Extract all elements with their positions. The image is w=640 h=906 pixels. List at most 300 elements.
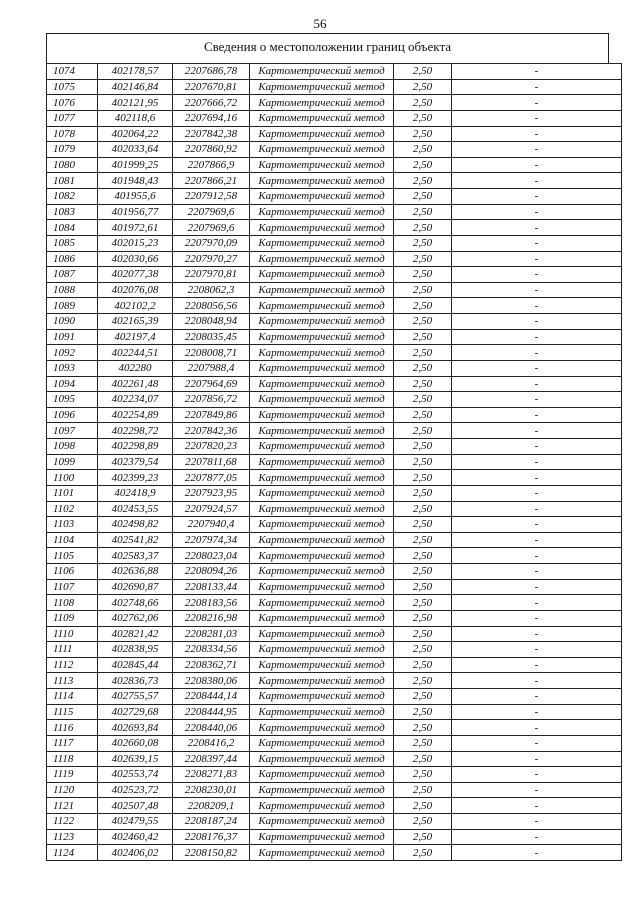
point-number-cell: 1118 [47,751,98,767]
accuracy-cell: 2,50 [394,735,452,751]
point-number-cell: 1119 [47,767,98,783]
point-number-cell: 1107 [47,579,98,595]
x-coordinate-cell: 402015,23 [98,235,173,251]
table-row [47,548,622,564]
method-cell: Картометрический метод [250,345,394,361]
y-coordinate-cell: 2207811,68 [173,454,250,470]
x-coordinate-cell: 402507,48 [98,798,173,814]
description-cell: - [452,564,622,580]
x-coordinate-cell: 402553,74 [98,767,173,783]
description-cell: - [452,845,622,861]
x-coordinate-cell: 402755,57 [98,689,173,705]
point-number-cell: 1114 [47,689,98,705]
method-cell: Картометрический метод [250,220,394,236]
point-number-cell: 1117 [47,735,98,751]
description-cell: - [452,126,622,142]
table-row [47,501,622,517]
x-coordinate-cell: 402261,48 [98,376,173,392]
method-cell: Картометрический метод [250,173,394,189]
description-cell: - [452,439,622,455]
y-coordinate-cell: 2207842,36 [173,423,250,439]
table-row [47,314,622,330]
y-coordinate-cell: 2208444,14 [173,689,250,705]
accuracy-cell: 2,50 [394,814,452,830]
y-coordinate-cell: 2207866,9 [173,157,250,173]
method-cell: Картометрический метод [250,423,394,439]
x-coordinate-cell: 402030,66 [98,251,173,267]
table-row [47,64,622,80]
table-row [47,251,622,267]
point-number-cell: 1112 [47,657,98,673]
accuracy-cell: 2,50 [394,126,452,142]
y-coordinate-cell: 2207877,05 [173,470,250,486]
description-cell: - [452,220,622,236]
coordinates-table [46,63,622,861]
table-row [47,142,622,158]
method-cell: Картометрический метод [250,642,394,658]
accuracy-cell: 2,50 [394,423,452,439]
point-number-cell: 1078 [47,126,98,142]
page-number: 56 [313,16,327,31]
point-number-cell: 1079 [47,142,98,158]
x-coordinate-cell: 402399,23 [98,470,173,486]
description-cell: - [452,720,622,736]
description-cell: - [452,407,622,423]
table-row [47,814,622,830]
method-cell: Картометрический метод [250,157,394,173]
description-cell: - [452,501,622,517]
point-number-cell: 1121 [47,798,98,814]
method-cell: Картометрический метод [250,782,394,798]
point-number-cell: 1115 [47,704,98,720]
y-coordinate-cell: 2207970,09 [173,235,250,251]
point-number-cell: 1104 [47,532,98,548]
point-number-cell: 1123 [47,829,98,845]
accuracy-cell: 2,50 [394,548,452,564]
description-cell: - [452,532,622,548]
table-row [47,579,622,595]
point-number-cell: 1088 [47,282,98,298]
description-cell: - [452,642,622,658]
y-coordinate-cell: 2207988,4 [173,360,250,376]
method-cell: Картометрический метод [250,298,394,314]
description-cell: - [452,204,622,220]
accuracy-cell: 2,50 [394,501,452,517]
point-number-cell: 1093 [47,360,98,376]
method-cell: Картометрический метод [250,142,394,158]
x-coordinate-cell: 402693,84 [98,720,173,736]
point-number-cell: 1089 [47,298,98,314]
x-coordinate-cell: 402033,64 [98,142,173,158]
table-row [47,220,622,236]
accuracy-cell: 2,50 [394,517,452,533]
method-cell: Картометрический метод [250,95,394,111]
accuracy-cell: 2,50 [394,673,452,689]
x-coordinate-cell: 402244,51 [98,345,173,361]
point-number-cell: 1102 [47,501,98,517]
y-coordinate-cell: 2208397,44 [173,751,250,767]
x-coordinate-cell: 402523,72 [98,782,173,798]
description-cell: - [452,267,622,283]
point-number-cell: 1082 [47,189,98,205]
y-coordinate-cell: 2208380,06 [173,673,250,689]
table-row [47,673,622,689]
description-cell: - [452,298,622,314]
accuracy-cell: 2,50 [394,267,452,283]
accuracy-cell: 2,50 [394,345,452,361]
table-row [47,626,622,642]
description-cell: - [452,329,622,345]
accuracy-cell: 2,50 [394,610,452,626]
description-cell: - [452,751,622,767]
accuracy-cell: 2,50 [394,595,452,611]
accuracy-cell: 2,50 [394,251,452,267]
accuracy-cell: 2,50 [394,564,452,580]
method-cell: Картометрический метод [250,360,394,376]
x-coordinate-cell: 402729,68 [98,704,173,720]
x-coordinate-cell: 402418,9 [98,485,173,501]
y-coordinate-cell: 2207866,21 [173,173,250,189]
table-row [47,157,622,173]
y-coordinate-cell: 2208230,01 [173,782,250,798]
accuracy-cell: 2,50 [394,157,452,173]
point-number-cell: 1085 [47,235,98,251]
description-cell: - [452,173,622,189]
accuracy-cell: 2,50 [394,720,452,736]
point-number-cell: 1092 [47,345,98,361]
table-row [47,345,622,361]
accuracy-cell: 2,50 [394,282,452,298]
description-cell: - [452,235,622,251]
accuracy-cell: 2,50 [394,767,452,783]
description-cell: - [452,314,622,330]
description-cell: - [452,376,622,392]
x-coordinate-cell: 402280 [98,360,173,376]
method-cell: Картометрический метод [250,845,394,861]
y-coordinate-cell: 2207923,95 [173,485,250,501]
accuracy-cell: 2,50 [394,657,452,673]
table-row [47,298,622,314]
accuracy-cell: 2,50 [394,392,452,408]
method-cell: Картометрический метод [250,673,394,689]
method-cell: Картометрический метод [250,392,394,408]
method-cell: Картометрический метод [250,235,394,251]
x-coordinate-cell: 402453,55 [98,501,173,517]
x-coordinate-cell: 402748,66 [98,595,173,611]
table-row [47,704,622,720]
table-row [47,392,622,408]
y-coordinate-cell: 2207860,92 [173,142,250,158]
y-coordinate-cell: 2208183,56 [173,595,250,611]
table-row [47,798,622,814]
method-cell: Картометрический метод [250,485,394,501]
method-cell: Картометрический метод [250,376,394,392]
accuracy-cell: 2,50 [394,470,452,486]
description-cell: - [452,689,622,705]
accuracy-cell: 2,50 [394,485,452,501]
method-cell: Картометрический метод [250,610,394,626]
x-coordinate-cell: 402838,95 [98,642,173,658]
x-coordinate-cell: 402178,57 [98,64,173,80]
description-cell: - [452,79,622,95]
x-coordinate-cell: 402541,82 [98,532,173,548]
accuracy-cell: 2,50 [394,173,452,189]
accuracy-cell: 2,50 [394,845,452,861]
point-number-cell: 1083 [47,204,98,220]
accuracy-cell: 2,50 [394,454,452,470]
table-row [47,267,622,283]
table-row [47,423,622,439]
description-cell: - [452,485,622,501]
accuracy-cell: 2,50 [394,360,452,376]
point-number-cell: 1098 [47,439,98,455]
accuracy-cell: 2,50 [394,829,452,845]
y-coordinate-cell: 2207670,81 [173,79,250,95]
table-row [47,610,622,626]
description-cell: - [452,423,622,439]
description-cell: - [452,189,622,205]
accuracy-cell: 2,50 [394,798,452,814]
point-number-cell: 1076 [47,95,98,111]
point-number-cell: 1101 [47,485,98,501]
y-coordinate-cell: 2208440,06 [173,720,250,736]
y-coordinate-cell: 2208035,45 [173,329,250,345]
method-cell: Картометрический метод [250,314,394,330]
point-number-cell: 1100 [47,470,98,486]
method-cell: Картометрический метод [250,501,394,517]
method-cell: Картометрический метод [250,282,394,298]
x-coordinate-cell: 402762,06 [98,610,173,626]
point-number-cell: 1108 [47,595,98,611]
y-coordinate-cell: 2208362,71 [173,657,250,673]
point-number-cell: 1084 [47,220,98,236]
section-title: Сведения о местоположении границ объекта [203,39,452,54]
y-coordinate-cell: 2208281,03 [173,626,250,642]
description-cell: - [452,392,622,408]
x-coordinate-cell: 402102,2 [98,298,173,314]
description-cell: - [452,782,622,798]
accuracy-cell: 2,50 [394,329,452,345]
table-row [47,564,622,580]
method-cell: Картометрический метод [250,767,394,783]
description-cell: - [452,798,622,814]
accuracy-cell: 2,50 [394,689,452,705]
y-coordinate-cell: 2208187,24 [173,814,250,830]
accuracy-cell: 2,50 [394,95,452,111]
y-coordinate-cell: 2207856,72 [173,392,250,408]
x-coordinate-cell: 402076,08 [98,282,173,298]
method-cell: Картометрический метод [250,204,394,220]
method-cell: Картометрический метод [250,517,394,533]
method-cell: Картометрический метод [250,189,394,205]
x-coordinate-cell: 401948,43 [98,173,173,189]
method-cell: Картометрический метод [250,814,394,830]
method-cell: Картометрический метод [250,564,394,580]
method-cell: Картометрический метод [250,689,394,705]
x-coordinate-cell: 402821,42 [98,626,173,642]
x-coordinate-cell: 402690,87 [98,579,173,595]
x-coordinate-cell: 402379,54 [98,454,173,470]
y-coordinate-cell: 2207924,57 [173,501,250,517]
method-cell: Картометрический метод [250,532,394,548]
table-row [47,767,622,783]
y-coordinate-cell: 2207974,34 [173,532,250,548]
description-cell: - [452,470,622,486]
point-number-cell: 1103 [47,517,98,533]
accuracy-cell: 2,50 [394,142,452,158]
table-row [47,657,622,673]
description-cell: - [452,110,622,126]
accuracy-cell: 2,50 [394,220,452,236]
accuracy-cell: 2,50 [394,407,452,423]
method-cell: Картометрический метод [250,64,394,80]
method-cell: Картометрический метод [250,548,394,564]
table-row [47,126,622,142]
y-coordinate-cell: 2208334,56 [173,642,250,658]
description-cell: - [452,767,622,783]
method-cell: Картометрический метод [250,579,394,595]
y-coordinate-cell: 2208416,2 [173,735,250,751]
description-cell: - [452,595,622,611]
x-coordinate-cell: 402583,37 [98,548,173,564]
x-coordinate-cell: 401956,77 [98,204,173,220]
point-number-cell: 1075 [47,79,98,95]
method-cell: Картометрический метод [250,735,394,751]
table-row [47,782,622,798]
method-cell: Картометрический метод [250,110,394,126]
description-cell: - [452,282,622,298]
table-row [47,189,622,205]
accuracy-cell: 2,50 [394,532,452,548]
method-cell: Картометрический метод [250,251,394,267]
y-coordinate-cell: 2207969,6 [173,220,250,236]
accuracy-cell: 2,50 [394,189,452,205]
description-cell: - [452,657,622,673]
y-coordinate-cell: 2208023,04 [173,548,250,564]
x-coordinate-cell: 402197,4 [98,329,173,345]
y-coordinate-cell: 2208271,83 [173,767,250,783]
point-number-cell: 1077 [47,110,98,126]
method-cell: Картометрический метод [250,454,394,470]
description-cell: - [452,704,622,720]
point-number-cell: 1122 [47,814,98,830]
point-number-cell: 1090 [47,314,98,330]
x-coordinate-cell: 402298,72 [98,423,173,439]
x-coordinate-cell: 402121,95 [98,95,173,111]
table-row [47,439,622,455]
method-cell: Картометрический метод [250,79,394,95]
table-row [47,532,622,548]
point-number-cell: 1094 [47,376,98,392]
point-number-cell: 1081 [47,173,98,189]
y-coordinate-cell: 2207970,27 [173,251,250,267]
y-coordinate-cell: 2207842,38 [173,126,250,142]
table-row [47,376,622,392]
table-row [47,95,622,111]
x-coordinate-cell: 402498,82 [98,517,173,533]
method-cell: Картометрический метод [250,626,394,642]
method-cell: Картометрический метод [250,657,394,673]
x-coordinate-cell: 402298,89 [98,439,173,455]
point-number-cell: 1110 [47,626,98,642]
x-coordinate-cell: 402406,02 [98,845,173,861]
table-row [47,79,622,95]
point-number-cell: 1124 [47,845,98,861]
y-coordinate-cell: 2208150,82 [173,845,250,861]
method-cell: Картометрический метод [250,829,394,845]
table-row [47,735,622,751]
x-coordinate-cell: 402479,55 [98,814,173,830]
description-cell: - [452,735,622,751]
description-cell: - [452,345,622,361]
table-row [47,689,622,705]
point-number-cell: 1109 [47,610,98,626]
x-coordinate-cell: 402636,88 [98,564,173,580]
accuracy-cell: 2,50 [394,751,452,767]
table-row [47,235,622,251]
description-cell: - [452,548,622,564]
method-cell: Картометрический метод [250,267,394,283]
x-coordinate-cell: 402460,42 [98,829,173,845]
x-coordinate-cell: 402077,38 [98,267,173,283]
accuracy-cell: 2,50 [394,79,452,95]
accuracy-cell: 2,50 [394,642,452,658]
method-cell: Картометрический метод [250,704,394,720]
x-coordinate-cell: 402118,6 [98,110,173,126]
description-cell: - [452,251,622,267]
table-row [47,282,622,298]
accuracy-cell: 2,50 [394,314,452,330]
accuracy-cell: 2,50 [394,782,452,798]
point-number-cell: 1095 [47,392,98,408]
description-cell: - [452,64,622,80]
y-coordinate-cell: 2208444,95 [173,704,250,720]
y-coordinate-cell: 2207964,69 [173,376,250,392]
point-number-cell: 1116 [47,720,98,736]
x-coordinate-cell: 402639,15 [98,751,173,767]
table-row [47,720,622,736]
y-coordinate-cell: 2207666,72 [173,95,250,111]
point-number-cell: 1106 [47,564,98,580]
point-number-cell: 1099 [47,454,98,470]
x-coordinate-cell: 402660,08 [98,735,173,751]
method-cell: Картометрический метод [250,329,394,345]
accuracy-cell: 2,50 [394,110,452,126]
accuracy-cell: 2,50 [394,439,452,455]
description-cell: - [452,454,622,470]
x-coordinate-cell: 401955,6 [98,189,173,205]
description-cell: - [452,626,622,642]
table-row [47,595,622,611]
description-cell: - [452,610,622,626]
accuracy-cell: 2,50 [394,64,452,80]
x-coordinate-cell: 401972,61 [98,220,173,236]
accuracy-cell: 2,50 [394,579,452,595]
x-coordinate-cell: 402836,73 [98,673,173,689]
method-cell: Картометрический метод [250,126,394,142]
x-coordinate-cell: 402845,44 [98,657,173,673]
y-coordinate-cell: 2208216,98 [173,610,250,626]
method-cell: Картометрический метод [250,751,394,767]
table-row [47,642,622,658]
description-cell: - [452,579,622,595]
description-cell: - [452,360,622,376]
accuracy-cell: 2,50 [394,376,452,392]
y-coordinate-cell: 2207820,23 [173,439,250,455]
table-row [47,110,622,126]
y-coordinate-cell: 2207686,78 [173,64,250,80]
x-coordinate-cell: 402064,22 [98,126,173,142]
